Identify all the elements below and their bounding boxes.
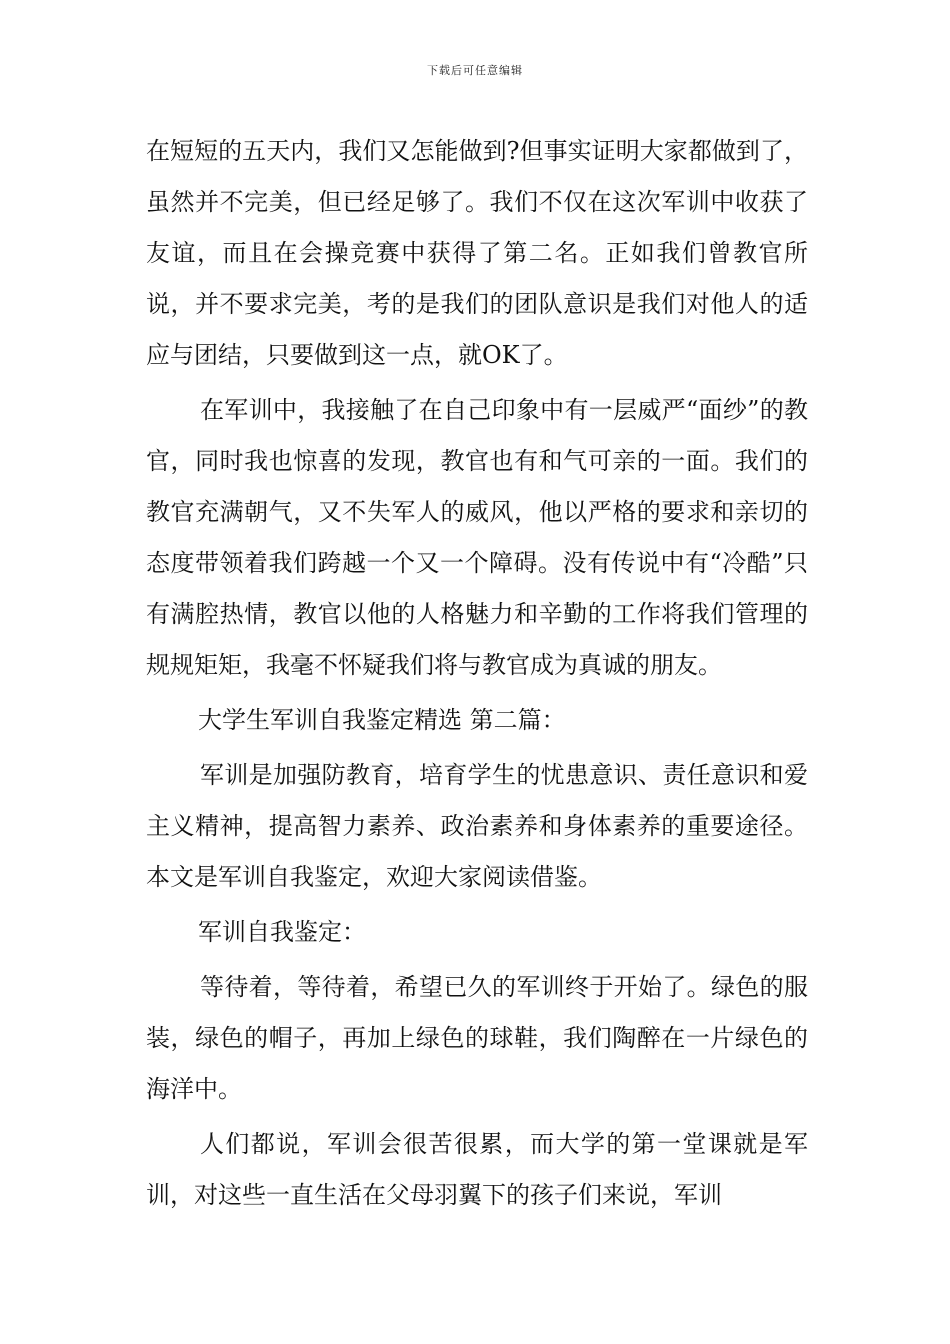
paragraph-5: 人们都说，军训会很苦很累，而大学的第一堂课就是军训，对这些一直生活在父母羽翼下的孩子们来说，军训: [146, 1130, 808, 1209]
paragraph-2: 在军训中，我接触了在自己印象中有一层威严“面纱”的教官，同时我也惊喜的发现，教官也有和气可亲的一面。我们的教官充满朝气，又不失军人的威风，他以严格的要求和亲切的态度带领着我们跨越一个又一个障碍。没有传说中有“冷酷”只有满腔热情，教官以他的人格魅力和辛勤的工作将我们管理的规规矩矩，我毫不怀疑我们将与教官成为真诚的朋友。: [146, 396, 808, 679]
page-header: 下载后可任意编辑: [427, 64, 523, 77]
section-heading: 大学生军训自我鉴定精选 第二篇：: [198, 706, 566, 734]
document-body: [146, 126, 808, 1225]
paragraph-1: 在短短的五天内，我们又怎能做到?但事实证明大家都做到了，虽然并不完美，但已经足够了。我们不仅在这次军训中收获了友谊，而且在会操竞赛中获得了第二名。正如我们曾教官所说，并不要求完美，考的是我们的团队意识是我们对他人的适应与团结，只要做到这一点，就OK了。: [146, 137, 808, 369]
paragraph-4: 等待着，等待着，希望已久的军训终于开始了。绿色的服装，绿色的帽子，再加上绿色的球鞋，我们陶醉在一片绿色的海洋中。: [146, 973, 808, 1103]
paragraph-3: 军训是加强防教育，培育学生的忧患意识、责任意识和爱主义精神，提高智力素养、政治素养和身体素养的重要途径。本文是军训自我鉴定，欢迎大家阅读借鉴。: [146, 761, 808, 891]
subsection-heading: 军训自我鉴定：: [198, 918, 366, 946]
